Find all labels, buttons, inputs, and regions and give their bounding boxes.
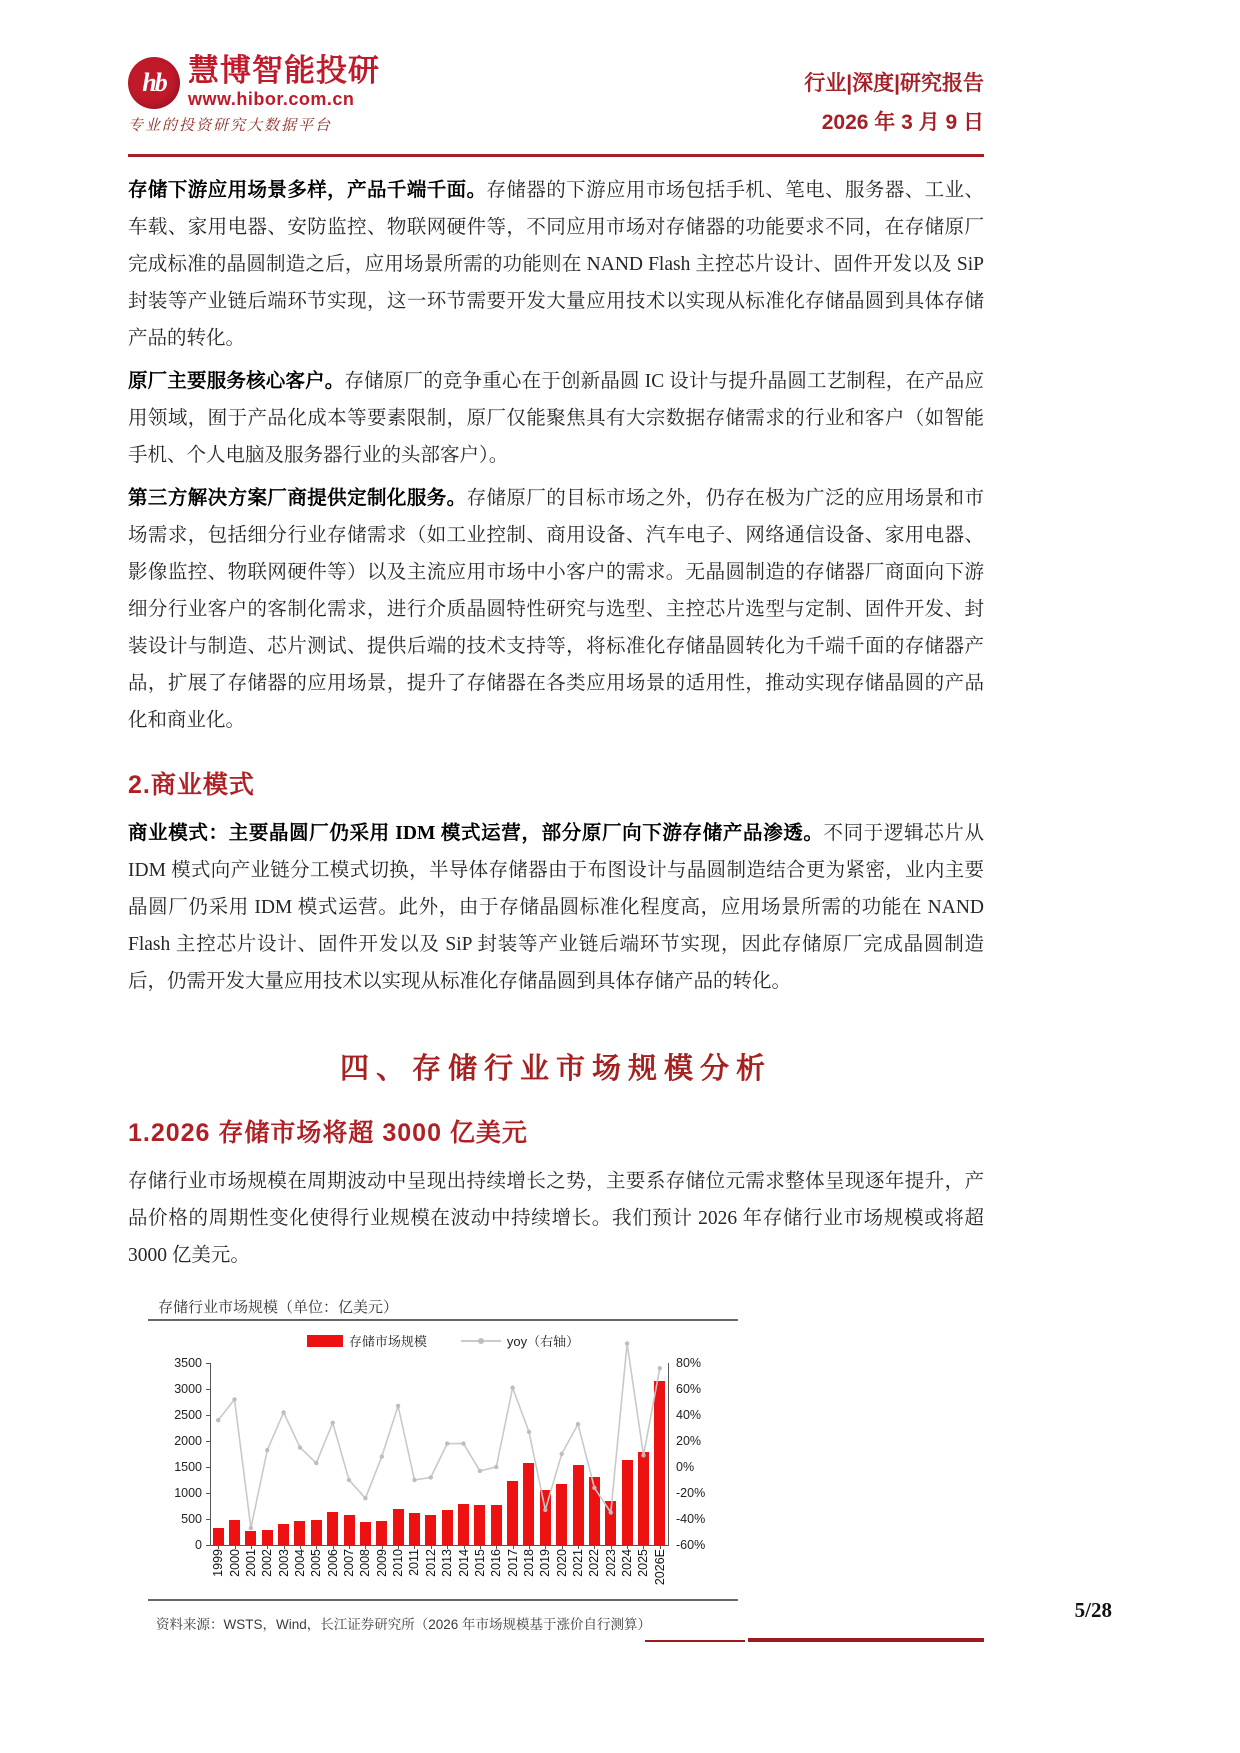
heading-market-2026: 1.2026 存储市场将超 3000 亿美元: [128, 1119, 528, 1147]
chart-x-tick-mark: [611, 1545, 612, 1549]
chart-y-tick-label: 1500: [174, 1460, 202, 1474]
chart-y2-tick-label: -60%: [676, 1538, 706, 1552]
figure-market-size: [128, 1296, 984, 1633]
chart-x-tick-mark: [529, 1545, 530, 1549]
chart-y2-tick-label: 40%: [676, 1408, 702, 1422]
chart-x-tick-label: 2019: [538, 1549, 553, 1577]
paragraph-market-size: 存储行业市场规模在周期波动中呈现出持续增长之势，主要系存储位元需求整体呈现逐年提升，产品价格的周期性变化使得行业规模在波动中持续增长。我们预计 2026 年存储行业市场规模或将超 3000 亿美元。: [128, 1171, 984, 1266]
chart-x-tick-label: 2006: [325, 1549, 340, 1577]
chart-y2-tick-label: 60%: [676, 1382, 702, 1396]
chart-x-tick-mark: [496, 1545, 497, 1549]
heading-section-four: 四、存储行业市场规模分析: [339, 1053, 772, 1085]
legend-bar-label: 存储市场规模: [348, 1334, 427, 1349]
chart-y2-tick-label: 20%: [676, 1434, 702, 1448]
chart-x-tick-mark: [284, 1545, 285, 1549]
chart-x-tick-mark: [562, 1545, 563, 1549]
figure-source-note: 资料来源：WSTS，Wind，长江证券研究所（2026 年市场规模基于涨价自行测算）: [156, 1617, 652, 1632]
chart-x-tick-mark: [578, 1545, 579, 1549]
chart-x-tick-mark: [545, 1545, 546, 1549]
chart-x-axis: [210, 1545, 669, 1546]
site-logo: [128, 55, 548, 135]
chart-x-tick-label: 2011: [407, 1549, 422, 1576]
report-type-label: 行业|深度|研究报告: [804, 72, 984, 95]
chart-x-tick-label: 2021: [571, 1549, 586, 1577]
page-number: 5/28: [1074, 1598, 1112, 1622]
chart-y2-tick-label: 80%: [676, 1356, 702, 1370]
chart-x-tick-mark: [382, 1545, 383, 1549]
chart-x-tick-mark: [594, 1545, 595, 1549]
legend-bar-swatch-icon: [307, 1335, 343, 1347]
chart-y-tick-label: 2500: [174, 1408, 202, 1422]
chart-x-tick-label: 2004: [292, 1549, 307, 1577]
legend-item-bar: [307, 1331, 427, 1350]
logo-website-url: www.hibor.com.cn: [188, 88, 355, 109]
chart-y-tick-label: 3500: [174, 1356, 202, 1370]
chart-x-tick-label: 2005: [309, 1549, 324, 1577]
paragraph-downstream-apps: [128, 172, 984, 357]
paragraph-third-party-text: 存储原厂的目标市场之外，仍存在极为广泛的应用场景和市场需求，包括细分行业存储需求（如工业控制、商用设备、汽车电子、网络通信设备、家用电器、影像监控、物联网硬件等）以及主流应用市场中小客户的需求。无晶圆制造的存储器厂商面向下游细分行业客户的客制化需求，进行介质晶圆特性研究与选型、主控芯片选型与定制、固件开发、封装设计与制造、芯片测试、提供后端的技术支持等，将标准化存储晶圆转化为千端千面的存储器产品，扩展了存储器的应用场景，提升了存储器在各类应用场景的适用性，推动实现存储晶圆的产品化和商业化。: [128, 488, 984, 731]
logo-tagline: 专业的投资研究大数据平台: [128, 117, 333, 134]
chart-x-tick-label: 2016: [489, 1549, 504, 1577]
paragraph-business-model-lead: 商业模式：主要晶圆厂仍采用 IDM 模式运营，部分原厂向下游存储产品渗透。: [128, 823, 824, 844]
chart-x-tick-label: 2022: [587, 1549, 602, 1577]
chart-x-tick-label: 2026E: [652, 1549, 667, 1586]
chart-x-tick-label: 2012: [423, 1549, 438, 1577]
chart-x-tick-label: 2013: [440, 1549, 455, 1577]
chart-y-tick-mark: [206, 1545, 210, 1546]
legend-line-label: yoy（右轴）: [506, 1334, 580, 1349]
chart-x-tick-label: 2010: [391, 1549, 406, 1577]
chart-x-tick-mark: [480, 1545, 481, 1549]
chart-x-tick-label: 2023: [603, 1549, 618, 1577]
chart-y2-tick-label: 0%: [676, 1460, 695, 1474]
chart-x-tick-mark: [447, 1545, 448, 1549]
chart-x-tick-mark: [218, 1545, 219, 1549]
chart-x-tick-label: 2024: [620, 1549, 635, 1577]
paragraph-third-party: [128, 480, 984, 739]
chart-x-tick-mark: [431, 1545, 432, 1549]
chart-x-tick-mark: [464, 1545, 465, 1549]
paragraph-business-model-text: 不同于逻辑芯片从 IDM 模式向产业链分工模式切换，半导体存储器由于布图设计与晶圆制造结合更为紧密，业内主要晶圆厂仍采用 IDM 模式运营。此外，由于存储晶圆标准化程度高，应用场景所需的功能在 NAND Flash 主控芯片设计、固件开发以及 SiP 封装等产业链后端环节实现，因此存储原厂完成晶圆制造后，仍需开发大量应用技术以实现从标准化存储晶圆到具体存储产品的转化。: [128, 823, 984, 992]
chart-x-tick-label: 2008: [358, 1549, 373, 1577]
chart-x-tick-label: 2007: [342, 1549, 357, 1577]
chart-x-tick-mark: [267, 1545, 268, 1549]
chart-x-tick-mark: [643, 1545, 644, 1549]
header-divider: [128, 154, 984, 157]
figure-frame: [148, 1319, 738, 1601]
chart-x-tick-label: 2014: [456, 1549, 471, 1577]
chart-y-tick-label: 500: [181, 1512, 202, 1526]
chart-x-tick-label: 2003: [276, 1549, 291, 1577]
chart-x-tick-mark: [414, 1545, 415, 1549]
chart-x-tick-label: 2015: [472, 1549, 487, 1577]
chart-x-tick-mark: [316, 1545, 317, 1549]
logo-company-name: 慧博智能投研: [188, 53, 380, 88]
chart-x-tick-mark: [627, 1545, 628, 1549]
chart-x-tick-mark: [513, 1545, 514, 1549]
chart-yoy-line: [210, 1363, 668, 1545]
chart-y-tick-label: 0: [195, 1538, 202, 1552]
chart-y-tick-label: 2000: [174, 1434, 202, 1448]
page-header: [128, 55, 984, 155]
footer-rule-right: [748, 1638, 984, 1642]
paragraph-business-model: [128, 815, 984, 1000]
chart-x-tick-mark: [398, 1545, 399, 1549]
legend-item-line: [461, 1331, 579, 1350]
legend-line-swatch-icon: [461, 1335, 501, 1347]
chart-x-tick-label: 2018: [521, 1549, 536, 1577]
chart-y-tick-label: 3000: [174, 1382, 202, 1396]
header-meta: [804, 67, 984, 136]
hibor-logo-icon: [128, 57, 180, 109]
chart-x-tick-label: 2020: [554, 1549, 569, 1577]
chart-y-tick-label: 1000: [174, 1486, 202, 1500]
chart-x-tick-mark: [660, 1545, 661, 1549]
paragraph-downstream-apps-lead: 存储下游应用场景多样，产品千端千面。: [128, 180, 487, 201]
chart-x-tick-label: 2000: [227, 1549, 242, 1577]
chart-legend: [148, 1331, 738, 1350]
chart-x-tick-mark: [333, 1545, 334, 1549]
chart-plot-area: [174, 1356, 706, 1552]
footer-divider: [0, 1638, 1240, 1644]
paragraph-downstream-apps-text: 存储器的下游应用市场包括手机、笔电、服务器、工业、车载、家用电器、安防监控、物联网硬件等，不同应用市场对存储器的功能要求不同，在存储原厂完成标准的晶圆制造之后，应用场景所需的功能则在 NAND Flash 主控芯片设计、固件开发以及 SiP 封装等产业链后端环节实现，这一环节需要开发大量应用技术以实现从标准化存储晶圆到具体存储产品的转化。: [128, 180, 984, 349]
figure-title: 存储行业市场规模（单位：亿美元）: [158, 1299, 399, 1316]
paragraph-core-customers-text: 存储原厂的竞争重心在于创新晶圆 IC 设计与提升晶圆工艺制程，在产品应用领域，囿于产品化成本等要素限制，原厂仅能聚焦具有大宗数据存储需求的行业和客户（如智能手机、个人电脑及服务器行业的头部客户）。: [128, 371, 984, 466]
document-content: [128, 172, 984, 1633]
chart-x-tick-label: 2009: [374, 1549, 389, 1577]
chart-x-tick-label: 2025: [636, 1549, 651, 1577]
chart-x-tick-label: 2002: [260, 1549, 275, 1577]
chart-x-tick-mark: [235, 1545, 236, 1549]
chart-x-tick-label: 1999: [211, 1549, 226, 1577]
footer-rule-left: [645, 1640, 745, 1642]
chart-x-tick-mark: [300, 1545, 301, 1549]
chart-y2-tick-label: -40%: [676, 1512, 706, 1526]
chart-x-tick-mark: [251, 1545, 252, 1549]
chart-x-tick-labels: [210, 1549, 668, 1605]
chart-x-tick-label: 2001: [243, 1549, 258, 1577]
heading-business-model: 2.商业模式: [128, 771, 255, 799]
report-date: 2026 年 3 月 9 日: [821, 111, 984, 134]
chart-x-tick-label: 2017: [505, 1549, 520, 1577]
chart-x-tick-mark: [365, 1545, 366, 1549]
chart-y2-tick-label: -20%: [676, 1486, 706, 1500]
chart-x-tick-mark: [349, 1545, 350, 1549]
paragraph-third-party-lead: 第三方解决方案厂商提供定制化服务。: [128, 488, 467, 509]
paragraph-core-customers: [128, 363, 984, 474]
chart-canvas: [148, 1327, 738, 1595]
paragraph-core-customers-lead: 原厂主要服务核心客户。: [128, 371, 345, 392]
